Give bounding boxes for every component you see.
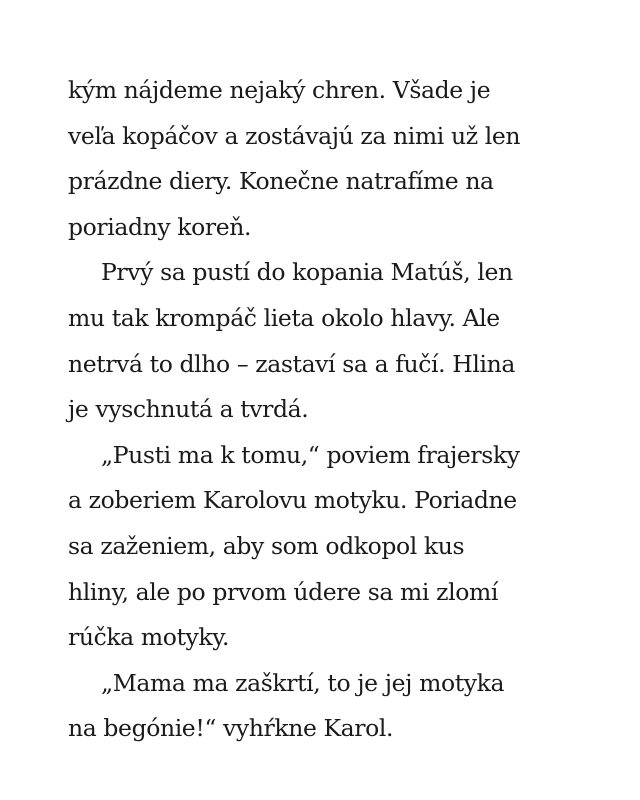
text-line: prázdne diery. Konečne natrafíme na	[68, 167, 494, 196]
text-line: je vyschnutá a tvrdá.	[68, 395, 309, 424]
text-line: veľa kopáčov a zostávajú za nimi už len	[68, 121, 521, 150]
text-line: Prvý sa pustí do kopania Matúš, len	[101, 258, 513, 287]
text-line: mu tak krompáč lieta okolo hlavy. Ale	[68, 303, 500, 332]
text-line: „Mama ma zaškrtí, to je jej motyka	[101, 668, 505, 697]
text-line: kým nájdeme nejaký chren. Všade je	[68, 76, 491, 104]
paragraph-4	[68, 661, 628, 752]
text-line: hliny, ale po prvom údere sa mi zlomí	[68, 577, 498, 606]
text-line: sa zaženiem, aby som odkopol kus	[68, 531, 465, 560]
text-line: netrvá to dlho – zastaví sa a fučí. Hlina	[68, 349, 515, 378]
paragraph-3	[68, 433, 628, 661]
text-line: „Pusti ma k tomu,“ poviem frajersky	[101, 440, 520, 469]
text-line: a zoberiem Karolovu motyku. Poriadne	[68, 486, 517, 515]
paragraph-2	[68, 250, 628, 432]
text-line: na begónie!“ vyhŕkne Karol.	[68, 714, 394, 743]
book-page-text	[68, 68, 628, 752]
text-line: rúčka motyky.	[68, 623, 230, 652]
paragraph-1	[68, 68, 628, 250]
text-line: poriadny koreň.	[68, 212, 252, 241]
